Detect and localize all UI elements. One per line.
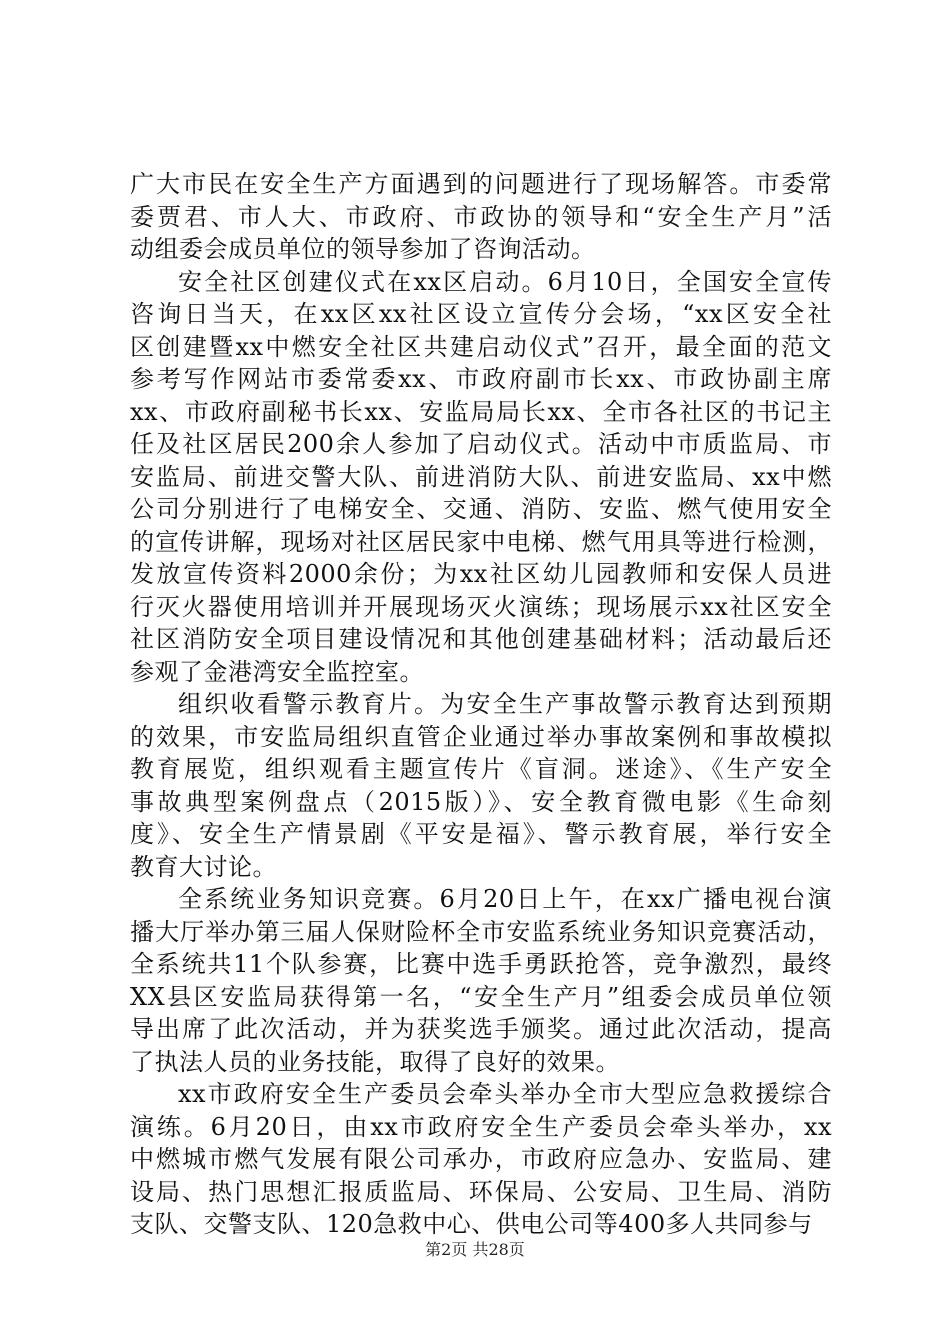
text-line: 社区消防安全项目建设情况和其他创建基础材料；活动最后还 — [130, 625, 832, 653]
document-body — [130, 168, 832, 1241]
text-line: 咨询日当天，在xx区xx社区设立宣传分会场，“xx区安全社 — [130, 300, 832, 328]
paragraph — [130, 168, 832, 266]
text-line: 参观了金港湾安全监控室。 — [130, 657, 424, 686]
text-line: 发放宣传资料2000余份；为xx社区幼儿园教师和安保人员进 — [130, 560, 832, 588]
text-line: 设局、热门思想汇报质监局、环保局、公安局、卫生局、消防 — [130, 1177, 832, 1206]
text-line: 安全社区创建仪式在xx区启动。6月10日，全国安全宣传 — [178, 267, 832, 296]
text-line: 的宣传讲解，现场对社区居民家中电梯、燃气用具等进行检测， — [130, 527, 832, 556]
text-line: 了执法人员的业务技能，取得了良好的效果。 — [130, 1047, 620, 1076]
text-line: 支队、交警支队、120急救中心、供电公司等400多人共同参与 — [130, 1210, 813, 1238]
text-line: 全系统共11个队参赛，比赛中选手勇跃抢答，竞争激烈，最终 — [130, 950, 832, 978]
text-line: 公司分别进行了电梯安全、交通、消防、安监、燃气使用安全 — [130, 495, 832, 523]
text-line: 组织收看警示教育片。为安全生产事故警示教育达到预期 — [178, 690, 832, 718]
text-line: 播大厅举办第三届人保财险杯全市安监系统业务知识竞赛活动， — [130, 917, 832, 946]
text-line: XX县区安监局获得第一名，“安全生产月”组委会成员单位领 — [130, 982, 832, 1011]
text-line: 导出席了此次活动，并为获奖选手颁奖。通过此次活动，提高 — [130, 1015, 832, 1043]
text-line: 度》、安全生产情景剧《平安是福》、警示教育展，举行安全 — [130, 820, 832, 848]
text-line: 安监局、前进交警大队、前进消防大队、前进安监局、xx中燃 — [130, 462, 832, 491]
text-line: 教育展览，组织观看主题宣传片《盲洞。迷途》、《生产安全 — [130, 755, 832, 783]
text-line: 区创建暨xx中燃安全社区共建启动仪式”召开，最全面的范文 — [130, 332, 832, 361]
text-line: 事故典型案例盘点（2015版）》、安全教育微电影《生命刻 — [130, 787, 832, 816]
text-line: xx市政府安全生产委员会牵头举办全市大型应急救援综合 — [178, 1080, 832, 1108]
text-line: xx、市政府副秘书长xx、安监局局长xx、全市各社区的书记主 — [130, 397, 832, 426]
text-line: 演练。6月20日，由xx市政府安全生产委员会牵头举办，xx — [130, 1112, 832, 1141]
text-line: 全系统业务知识竞赛。6月20日上午，在xx广播电视台演 — [178, 885, 832, 913]
text-line: 行灭火器使用培训并开展现场灭火演练；现场展示xx社区安全 — [130, 592, 832, 621]
text-line: 中燃城市燃气发展有限公司承办，市政府应急办、安监局、建 — [130, 1145, 832, 1173]
page-number-label: 第2页 共28页 — [425, 1240, 525, 1259]
paragraph — [130, 1078, 832, 1241]
text-line: 委贾君、市人大、市政府、市政协的领导和“安全生产月”活 — [130, 202, 832, 231]
page-footer — [0, 1240, 950, 1260]
text-line: 的效果，市安监局组织直管企业通过举办事故案例和事故模拟 — [130, 722, 832, 751]
paragraph — [130, 883, 832, 1078]
paragraph — [130, 266, 832, 689]
text-line: 广大市民在安全生产方面遇到的问题进行了现场解答。市委常 — [130, 170, 832, 198]
text-line: 任及社区居民200余人参加了启动仪式。活动中市质监局、市 — [130, 430, 832, 458]
paragraph — [130, 688, 832, 883]
text-line: 动组委会成员单位的领导参加了咨询活动。 — [130, 235, 596, 263]
text-line: 参考写作网站市委常委xx、市政府副市长xx、市政协副主席 — [130, 365, 832, 393]
text-line: 教育大讨论。 — [130, 852, 277, 881]
